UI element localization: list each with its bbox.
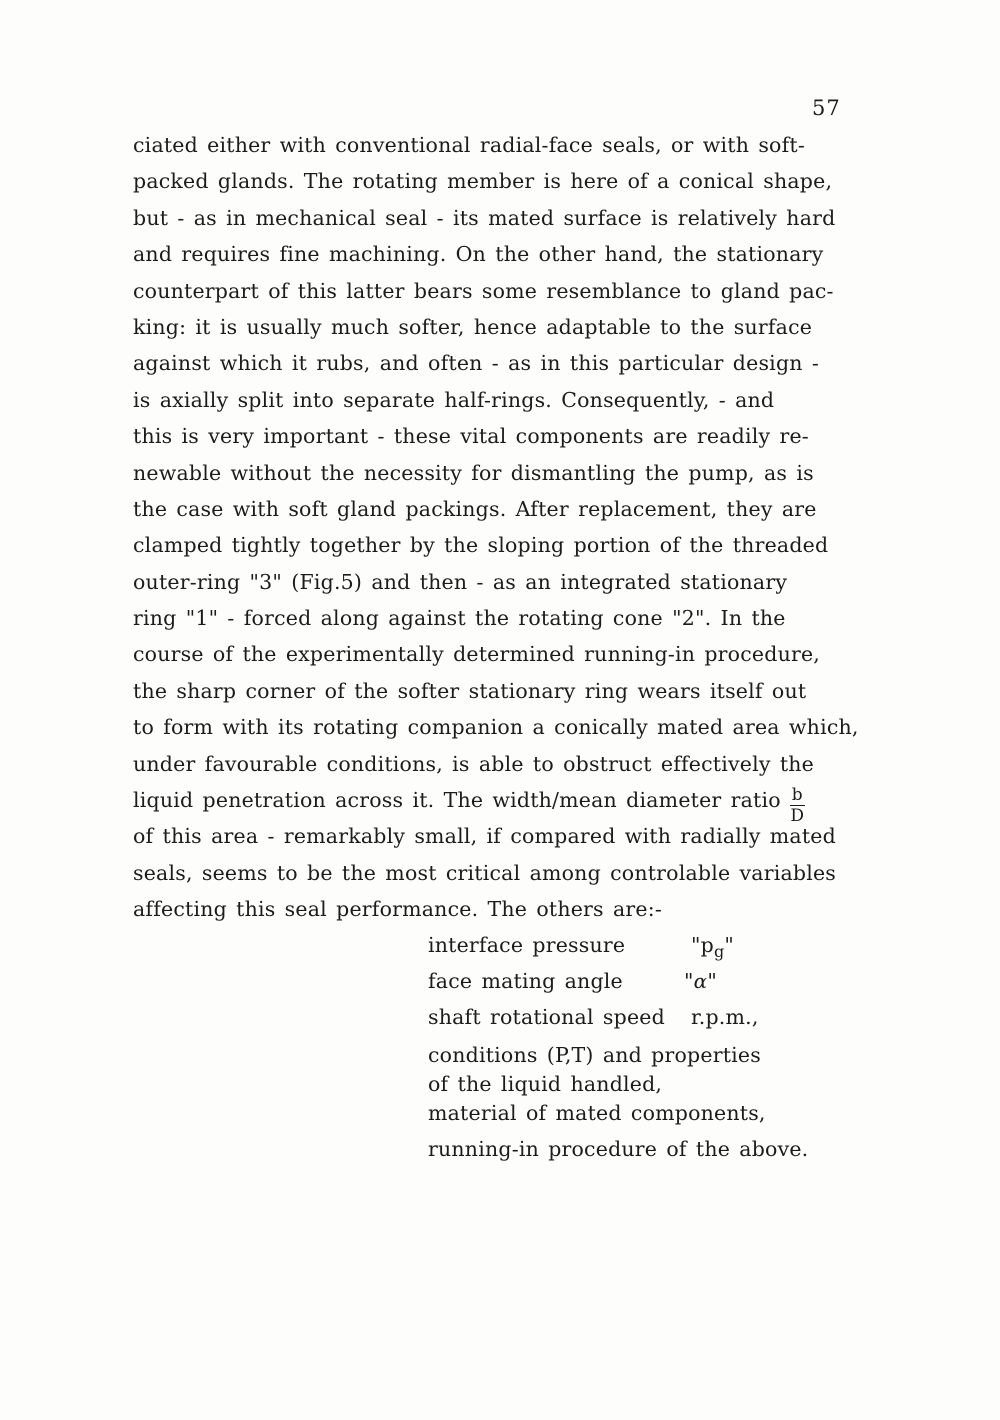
text-line: of this area - remarkably small, if compared with radially mated [133, 824, 836, 849]
item-value-alpha [684, 969, 717, 993]
item-text: material of mated components, [428, 1101, 766, 1125]
item-label: face mating angle [428, 969, 623, 993]
text-line: ciated either with conventional radial-face seals, or with soft- [133, 133, 805, 157]
text-line: newable without the necessity for dismantling the pump, as is [133, 460, 814, 485]
list-item-face-mating-angle [428, 969, 717, 993]
value-suffix: " [707, 969, 717, 993]
list-item-running-in [428, 1137, 808, 1161]
text-line: under favourable conditions, is able to obstruct effectively the [133, 751, 815, 776]
text-line: the case with soft gland packings. After replacement, they are [133, 496, 817, 521]
value-prefix: " [684, 969, 694, 993]
list-item-interface-pressure [428, 933, 735, 962]
text-line-prefix: liquid penetration across it. The width/mean diameter ratio [133, 788, 781, 813]
text-line: counterpart of this latter bears some resemblance to gland pac- [133, 278, 834, 303]
text-line: king: it is usually much softer, hence adaptable to the surface [133, 314, 813, 339]
text-line: to form with its rotating companion a conically mated area which, [133, 715, 859, 740]
value-suffix: " [724, 933, 735, 957]
text-line: outer-ring "3" (Fig.5) and then - as an integrated stationary [133, 569, 788, 594]
item-value-pg [691, 933, 735, 962]
text-line: against which it rubs, and often - as in this particular design - [133, 351, 820, 376]
text-line: but - as in mechanical seal - its mated surface is relatively hard [133, 205, 836, 230]
text-line: and requires fine machining. On the other hand, the stationary [133, 242, 824, 267]
text-line: is axially split into separate half-rings. Consequently, - and [133, 387, 775, 412]
item-text: running-in procedure of the above. [428, 1137, 809, 1161]
fraction-numerator: b [791, 785, 803, 806]
subscript-g: g [713, 942, 725, 962]
text-line: clamped tightly together by the sloping portion of the threaded [133, 533, 829, 558]
item-value-rpm: r.p.m., [691, 1005, 759, 1029]
list-item-conditions [428, 1041, 761, 1098]
text-line: ring "1" - forced along against the rotating cone "2". In the [133, 606, 786, 631]
fraction-denominator: D [790, 806, 805, 827]
text-line: affecting this seal performance. The others are:- [133, 897, 662, 922]
item-text-line: of the liquid handled, [428, 1071, 663, 1096]
item-label: shaft rotational speed [428, 1005, 665, 1029]
body-text [133, 127, 923, 928]
text-line: course of the experimentally determined running-in procedure, [133, 642, 821, 667]
text-line: this is very important - these vital components are readily re- [133, 424, 809, 449]
value-prefix: "p [691, 933, 714, 957]
text-line: packed glands. The rotating member is here of a conical shape, [133, 169, 833, 194]
text-line: the sharp corner of the softer stationary ring wears itself out [133, 678, 807, 703]
list-item-material [428, 1101, 766, 1125]
list-item-shaft-speed [428, 1005, 759, 1029]
item-label: interface pressure [428, 933, 626, 957]
alpha-symbol: α [693, 969, 708, 993]
page-number: 57 [812, 96, 841, 120]
text-line: seals, seems to be the most critical among controlable variables [133, 860, 837, 885]
item-text-line: conditions (P,T) and properties [428, 1043, 761, 1067]
text-line-with-fraction [133, 782, 923, 827]
